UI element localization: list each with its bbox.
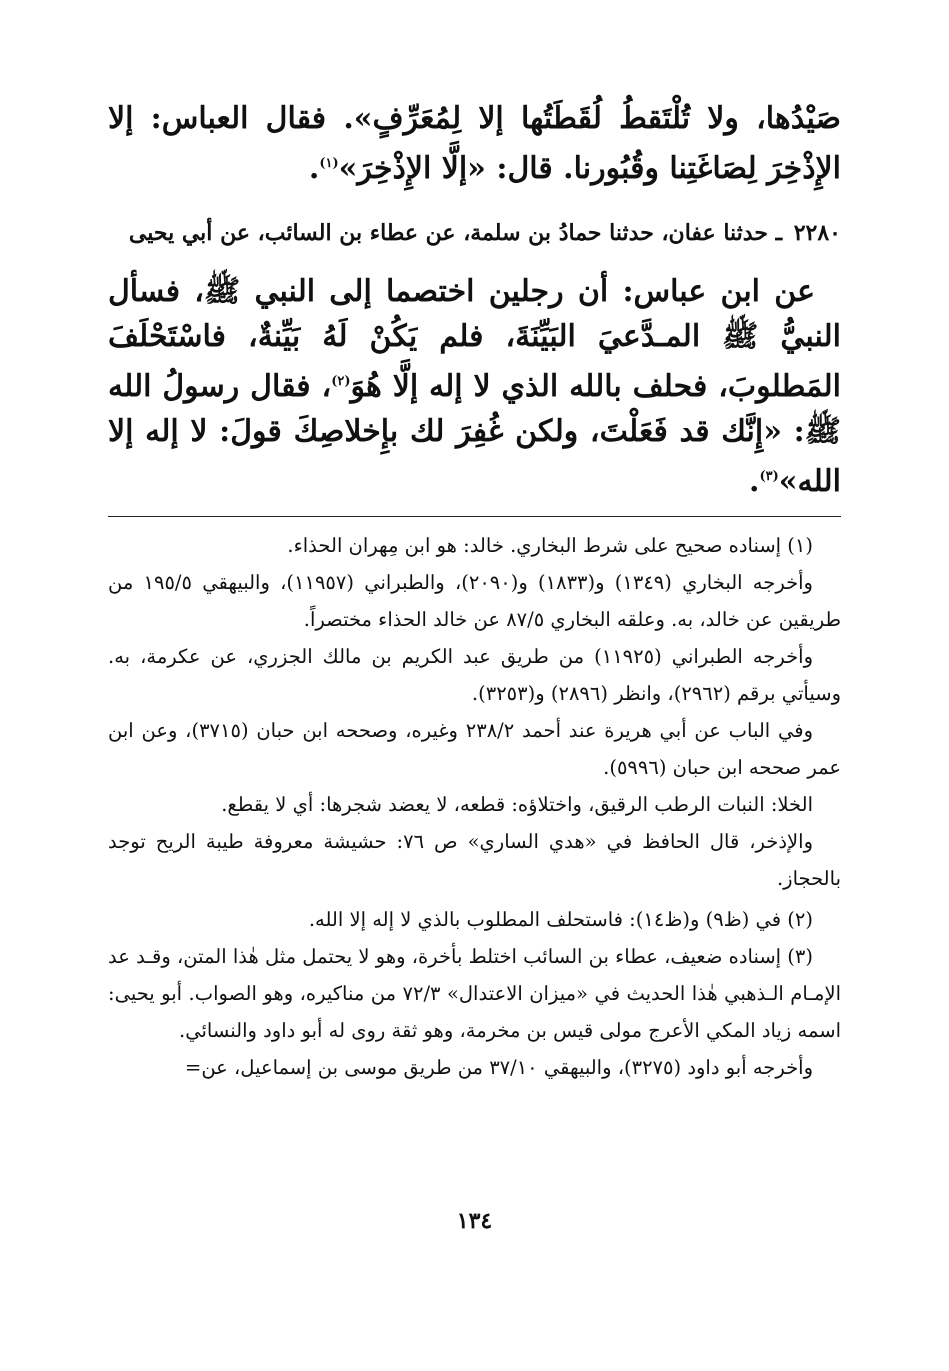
- footnote-2: (٢) في (ظ٩) و(ظ١٤): فاستحلف المطلوب بالذي لا إله إلا الله.: [308, 908, 813, 931]
- footnote-ref-3: (٣): [759, 469, 779, 484]
- footnote-3-continued: وأخرجه أبو داود (٣٢٧٥)، والبيهقي ٣٧/١٠ من طريق موسى بن إسماعيل، عن=: [184, 1056, 813, 1079]
- hadith-number: ٢٢٨٠: [793, 220, 841, 246]
- footnote-1-continued: وأخرجه البخاري (١٣٤٩) و(١٨٣٣) و(٢٠٩٠)، والطبراني (١١٩٥٧)، والبيهقي ١٩٥/٥ من طريقين عن خالد، به. وعلقه البخاري ٨٧/٥ عن خالد الحذاء مختصراً.: [108, 571, 841, 631]
- footnote-1-continued: وأخرجه الطبراني (١١٩٢٥) من طريق عبد الكريم بن مالك الجزري، عن عكرمة، به. وسيأتي برقم (٢٩٦٢)، وانظر (٢٨٩٦) و(٣٢٥٣).: [108, 645, 841, 705]
- footnote-divider: [108, 516, 841, 517]
- footnote-1-continued: وفي الباب عن أبي هريرة عند أحمد ٢٣٨/٢ وغيره، وصححه ابن حبان (٣٧١٥)، وعن ابن عمر صححه ابن حبان (٥٩٩٦).: [108, 719, 841, 779]
- matn-part-2: ، فقال رسولُ الله ﷺ: «إِنَّك قد فَعَلْتَ، ولكن غُفِرَ لك بإِخلاصِكَ قولَ: لا إله إلا الله»: [108, 369, 841, 499]
- matn-end: .: [749, 464, 760, 499]
- page-number: ١٣٤: [456, 1208, 493, 1234]
- matn-part-1: عن ابن عباس: أن رجلين اختصما إلى النبي ﷺ، فسأل النبيُّ ﷺ المـدَّعيَ البَيِّنَةَ، فلم يَكُنْ لَهُ بَيِّنةٌ، فاسْتَحْلَفَ المَطلوبَ، فحلف بالله الذي لا إله إلَّا هُوَ: [108, 274, 841, 404]
- hadith-isnad: [108, 209, 841, 257]
- footnote-1-gloss: الخلا: النبات الرطب الرقيق، واختلاؤه: قطعه، لا يعضد شجرها: أي لا يقطع.: [221, 793, 813, 816]
- footnotes-section: [108, 527, 841, 1086]
- footnote-ref-2: (٢): [331, 374, 351, 389]
- main-text-para1: صَيْدُها، ولا تُلْتَقطُ لُقَطَتُها إلا لِمُعَرِّفٍ». فقال العباس: إلا الإِذْخِرَ لِصَاغَتِنا وقُبُورنا. قال: «إلَّا الإِذْخِرَ»: [108, 101, 841, 186]
- page-body: [108, 96, 841, 1086]
- main-text-paragraph-2: [108, 269, 841, 504]
- footnote-1: (١) إسناده صحيح على شرط البخاري. خالد: هو ابن مِهران الحذاء.: [287, 534, 813, 557]
- footnote-3: (٣) إسناده ضعيف، عطاء بن السائب اختلط بأخرة، وهو لا يحتمل مثل هٰذا المتن، وقـد عد الإمـام الـذهبي هٰذا الحديث في «ميزان الاعتدال» ٧٢/٣ من مناكيره، وهو الصواب. أبو يحيى: اسمه زياد المكي الأعرج مولى قيس بن مخرمة، وهو ثقة روى له أبو داود والنسائي.: [108, 945, 841, 1042]
- para1-end: .: [308, 151, 320, 186]
- isnad-text: ـ حدثنا عفان، حدثنا حمادُ بن سلمة، عن عطاء بن السائب، عن أبي يحيى: [128, 220, 783, 246]
- footnote-1-gloss: والإذخر، قال الحافظ في «هدي الساري» ص ٧٦: حشيشة معروفة طيبة الريح توجد بالحجاز.: [108, 830, 841, 890]
- footnote-ref-1: (١): [319, 156, 339, 171]
- main-text-paragraph-1: [108, 96, 841, 191]
